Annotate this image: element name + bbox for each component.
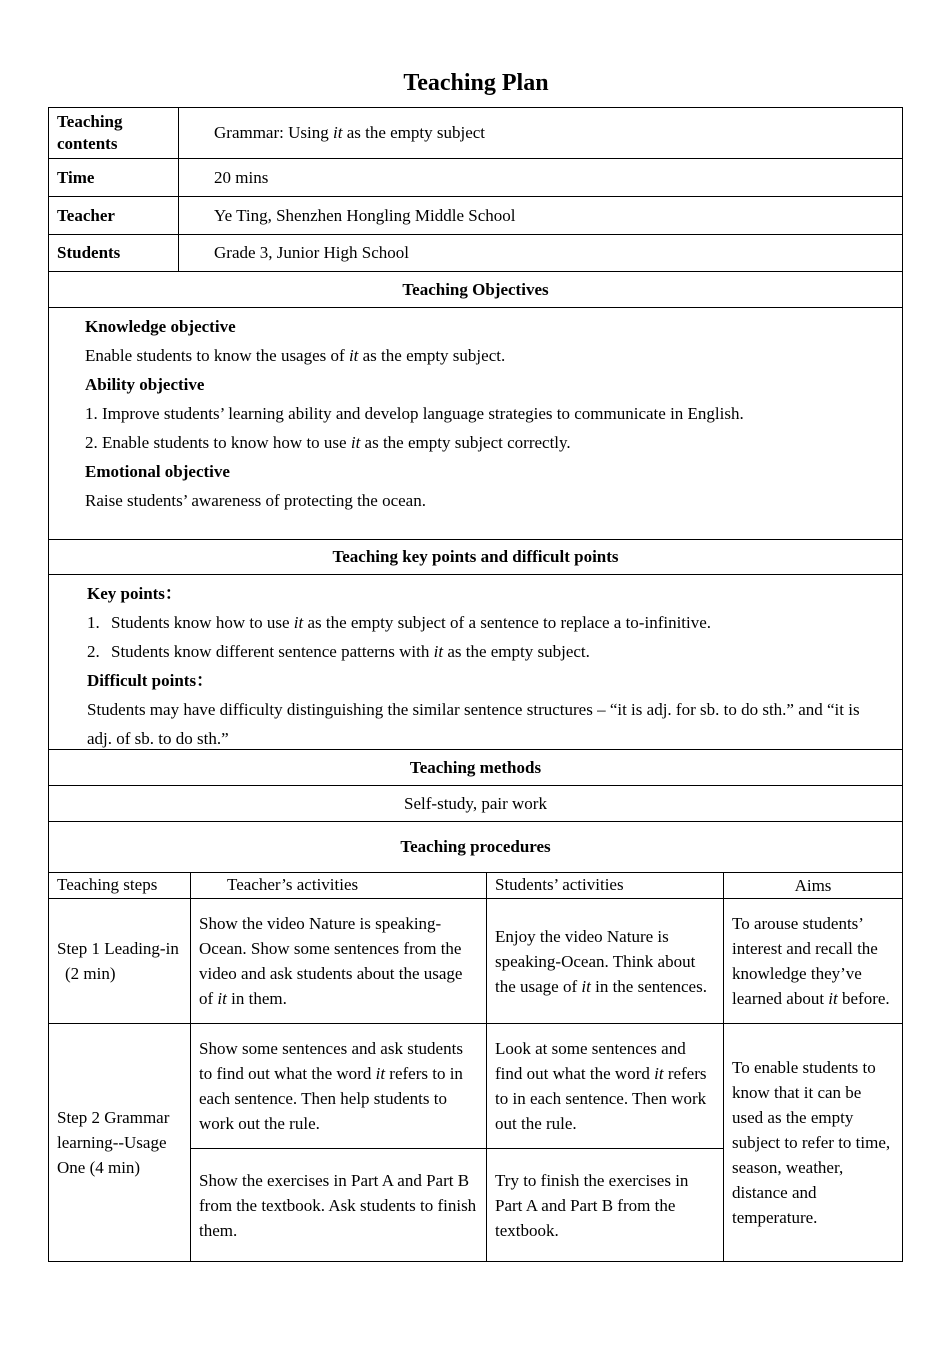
info-value-time: 20 mins — [214, 167, 269, 187]
step1-teacher-pre: Show the video Nature is speaking-Ocean. Show some sentences from the video and ask students about the usage of — [199, 914, 463, 1008]
key-point-1-em: it — [293, 613, 304, 632]
step1-teacher-em: it — [217, 989, 227, 1008]
knowledge-objective-heading: Knowledge objective — [85, 317, 236, 336]
emotional-objective-text: Raise students’ awareness of protecting the ocean. — [85, 491, 426, 510]
step2-aims: To enable students to know that it can be used as the empty subject to refer to time, season, weather, distance and temperature. — [732, 1058, 891, 1227]
ability-objective-heading: Ability objective — [85, 375, 205, 394]
key-points-body — [49, 575, 902, 750]
col-header-teacher: Teacher’s activities — [191, 873, 487, 899]
teaching-plan-table — [48, 107, 903, 1262]
step1-students-pre: Enjoy the video Nature is speaking-Ocean. Think about the usage of — [495, 926, 696, 996]
key-points-subheading: Key points： — [87, 584, 182, 603]
step2-line2: Grammar learning--Usage One — [57, 1108, 170, 1177]
step1-line1: Step 1 — [57, 939, 100, 958]
info-label-students: Students — [49, 235, 179, 271]
step1-aims-em: it — [828, 989, 838, 1008]
contents-text-pre: Grammar: Using — [214, 123, 333, 142]
step2-name — [49, 1024, 191, 1261]
info-value-teacher: Ye Ting, Shenzhen Hongling Middle School — [214, 205, 516, 225]
key-point-2-post: as the empty subject. — [443, 642, 590, 661]
step1-teacher-post: in them. — [226, 989, 287, 1008]
step2-students-a-em: it — [654, 1064, 664, 1083]
key-point-2-number: 2. — [87, 642, 100, 661]
contents-text-em: it — [332, 123, 343, 142]
objectives-body — [49, 308, 902, 540]
info-label-time: Time — [49, 159, 179, 196]
step1-aims-pre: To arouse students’ interest and recall the knowledge they’ve learned about — [732, 914, 878, 1008]
methods-heading: Teaching methods — [49, 750, 902, 786]
step2-teacher-a-em: it — [375, 1064, 386, 1083]
step1-aims — [724, 899, 902, 1024]
key-point-1-number: 1. — [87, 613, 100, 632]
info-row-contents — [49, 108, 902, 159]
col-header-steps: Teaching steps — [49, 873, 191, 899]
key-point-2-pre: Students know different sentence patterns with — [111, 642, 434, 661]
difficult-points-subheading: Difficult points： — [87, 671, 214, 690]
key-point-1-pre: Students know how to use — [111, 613, 294, 632]
col-header-aims: Aims — [724, 873, 902, 899]
step2-line1: Step 2 — [57, 1108, 100, 1127]
objectives-heading: Teaching Objectives — [49, 272, 902, 308]
knowledge-text-pre: Enable students to know the usages of — [85, 346, 349, 365]
key-point-1 — [87, 608, 888, 637]
step1-aims-post: before. — [837, 989, 890, 1008]
step2-teacher-activities-a — [191, 1024, 487, 1149]
step1-name — [49, 899, 191, 1024]
difficult-points-text: Students may have difficulty distinguishing the similar sentence structures – “it is adj. for sb. to do sth.” and “it is adj. of sb. to do sth.” — [87, 700, 860, 748]
info-label-teacher: Teacher — [49, 197, 179, 234]
step1-students-em: it — [581, 976, 591, 996]
step1-students-post: in the sentences. — [590, 976, 707, 996]
step1-teacher-activities — [191, 899, 487, 1024]
step2-students-a-post: refers to in each sentence. Then work out the rule. — [495, 1064, 707, 1133]
info-row-time — [49, 159, 902, 197]
info-row-students — [49, 235, 902, 272]
procedures-table — [49, 873, 902, 1261]
methods-text: Self-study, pair work — [49, 786, 902, 822]
info-value-contents — [179, 108, 902, 158]
procedures-heading: Teaching procedures — [49, 822, 902, 873]
info-label-contents: Teaching contents — [49, 108, 179, 158]
step2-line3: (4 min) — [89, 1158, 141, 1177]
step2-teacher-activities-b: Show the exercises in Part A and Part B from the textbook. Ask students to finish them. — [191, 1149, 487, 1261]
step1-students-activities — [487, 899, 724, 1024]
ability-2-em: it — [350, 433, 361, 452]
ability-objective-2 — [85, 428, 866, 457]
col-header-students: Students’ activities — [487, 873, 724, 899]
knowledge-text-em: it — [348, 346, 359, 365]
key-points-heading: Teaching key points and difficult points — [49, 540, 902, 575]
ability-2-pre: 2. Enable students to know how to use — [85, 433, 351, 452]
step2-teacher-a-post: refers to in each sentence. Then help students to work out the rule. — [199, 1064, 463, 1133]
contents-text-post: as the empty subject — [342, 123, 486, 142]
key-point-1-post: as the empty subject of a sentence to replace a to-infinitive. — [303, 613, 712, 632]
ability-objective-1: 1. Improve students’ learning ability and develop language strategies to communicate in English. — [85, 404, 744, 423]
knowledge-objective-text — [85, 341, 866, 370]
ability-2-post: as the empty subject correctly. — [360, 433, 571, 452]
info-row-teacher — [49, 197, 902, 235]
step1-line2: Leading-in — [104, 939, 179, 958]
key-point-2 — [87, 637, 888, 666]
info-value-students: Grade 3, Junior High School — [214, 243, 410, 262]
step2-students-activities-a — [487, 1024, 724, 1149]
emotional-objective-heading: Emotional objective — [85, 462, 230, 481]
step2-students-activities-b: Try to finish the exercises in Part A and Part B from the textbook. — [487, 1149, 724, 1261]
page-title: Teaching Plan — [403, 70, 549, 96]
step2-teacher-a-pre: Show some sentences and ask students to find out what the word — [199, 1039, 463, 1083]
step2-students-a-pre: Look at some sentences and find out what the word — [495, 1039, 686, 1083]
knowledge-text-post: as the empty subject. — [358, 346, 506, 365]
key-point-2-em: it — [433, 642, 444, 661]
step1-line3: (2 min) — [65, 964, 116, 983]
